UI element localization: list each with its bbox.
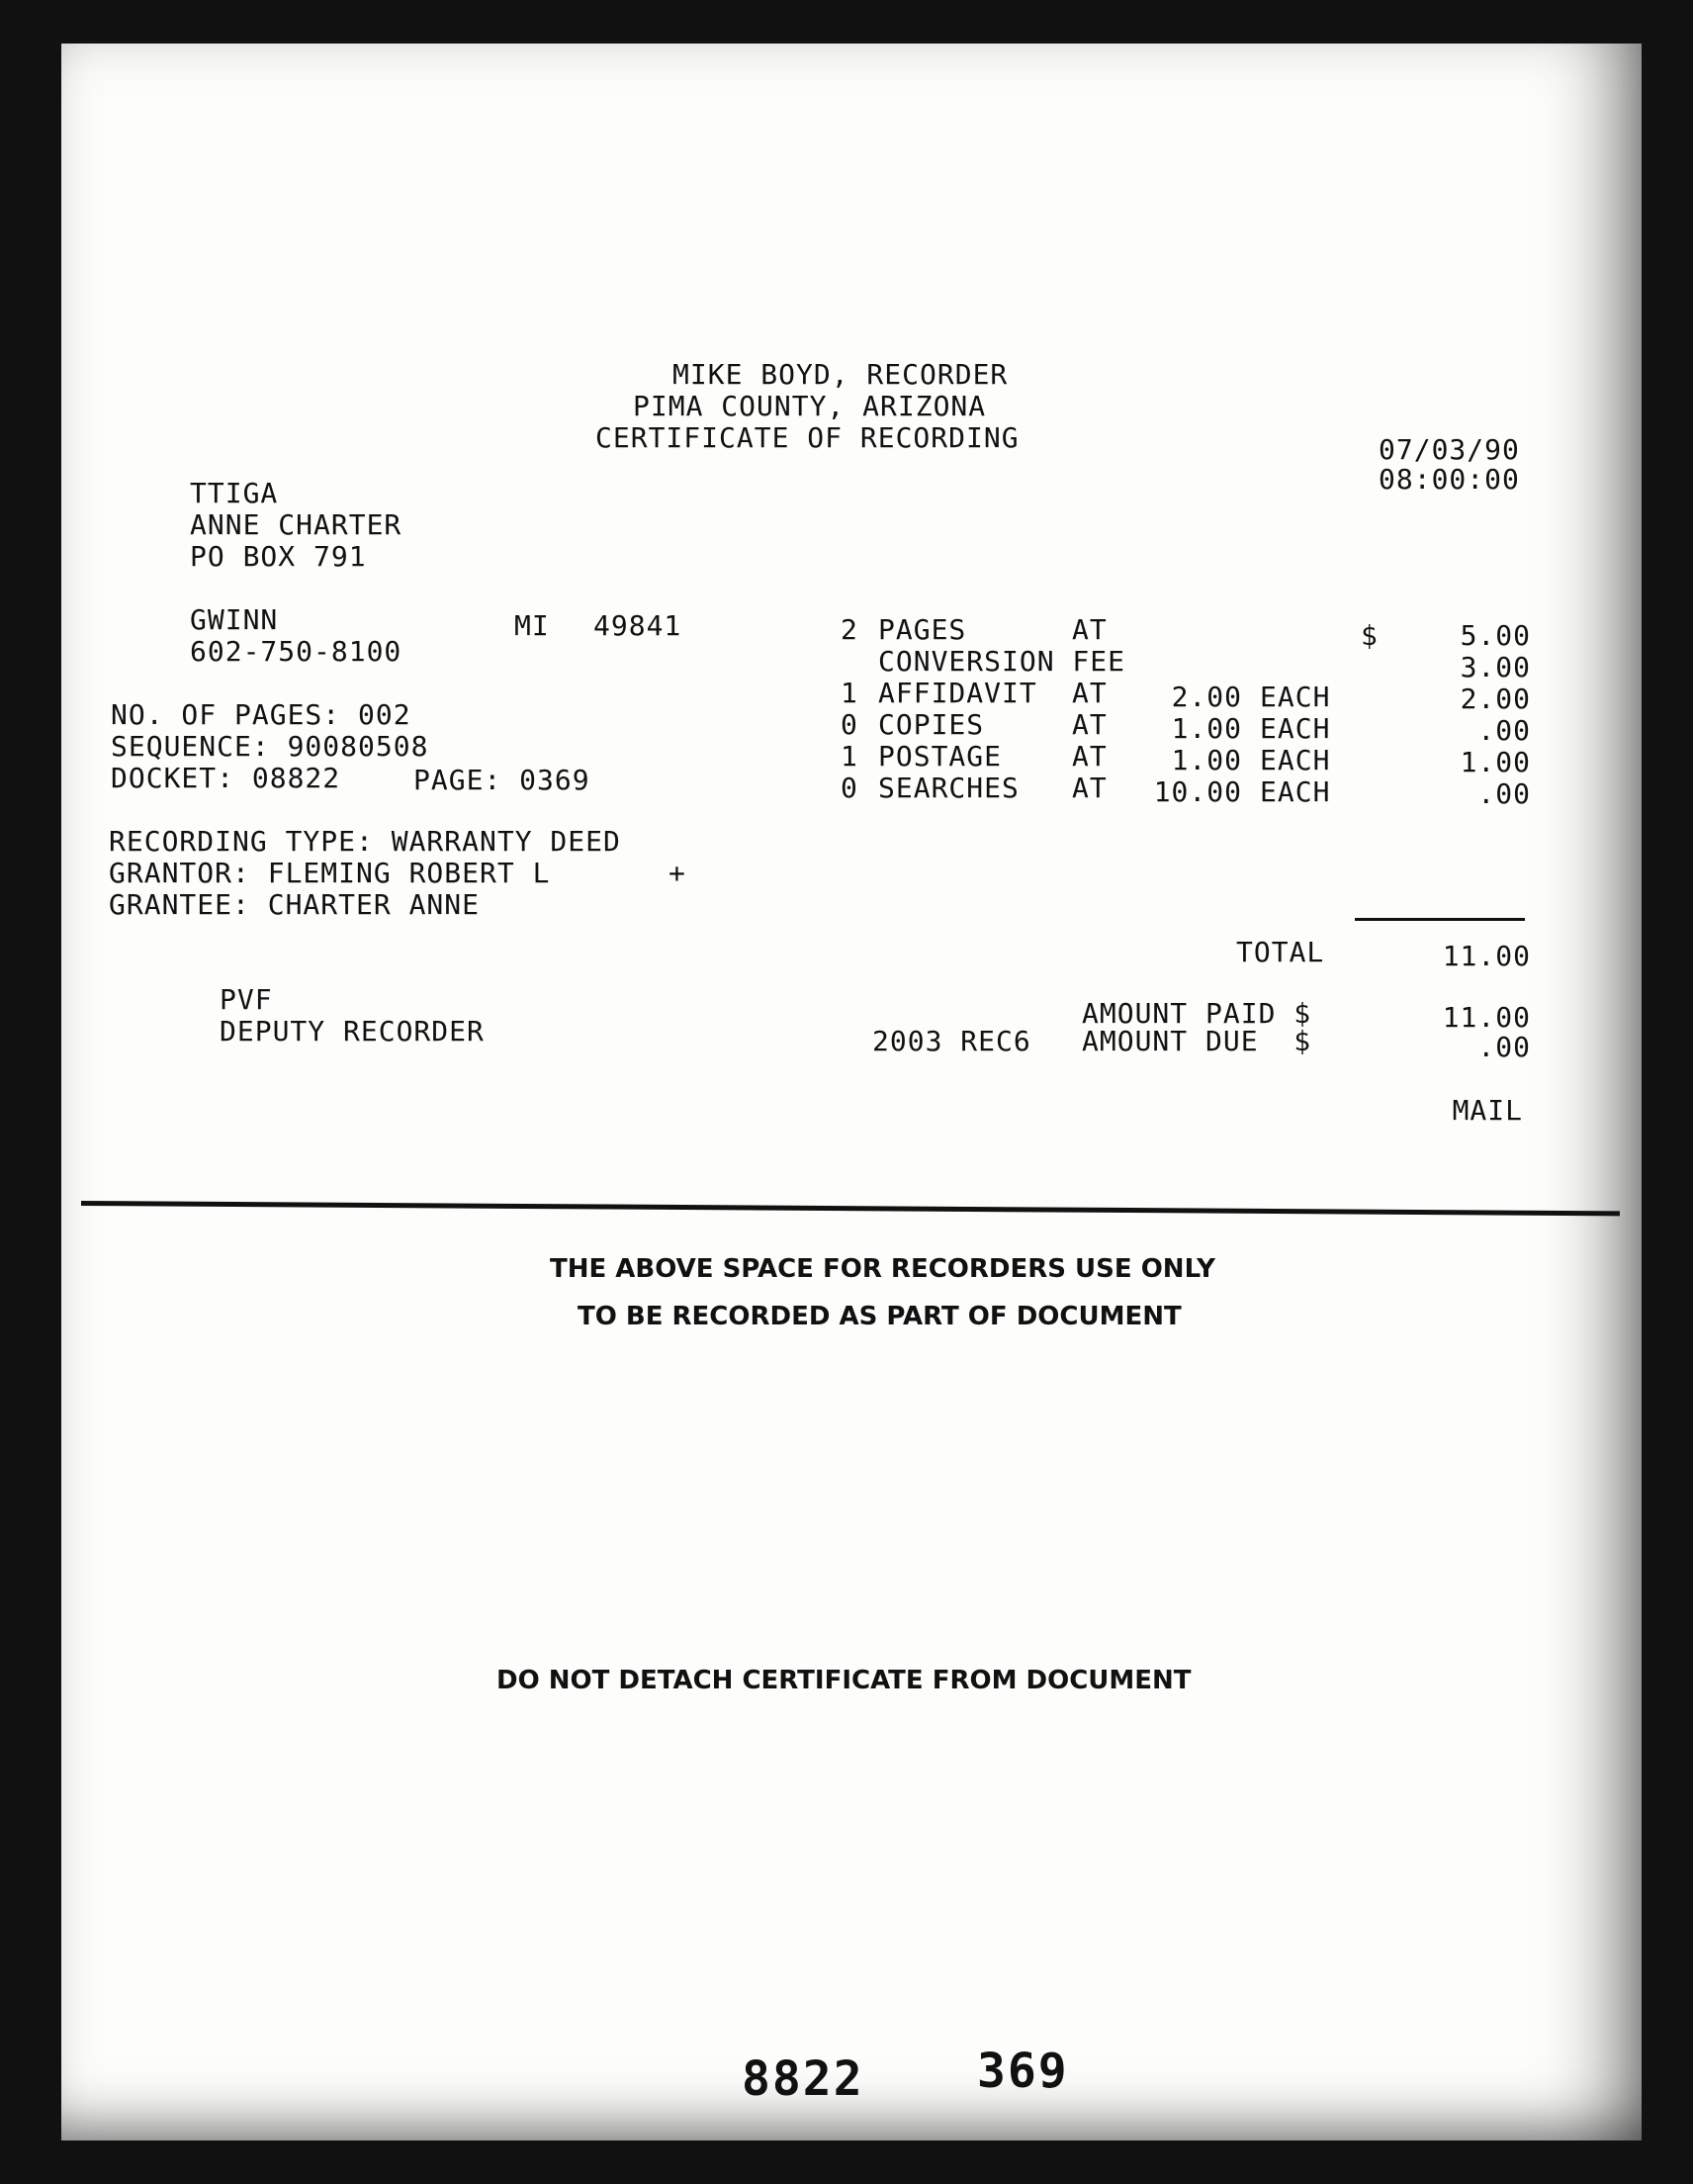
fee-each: EACH — [1260, 744, 1331, 776]
sequence-number: SEQUENCE: 90080508 — [111, 730, 429, 763]
fee-each: EACH — [1260, 775, 1331, 808]
fee-amount: 1.00 — [1460, 746, 1531, 778]
amount-paid: 11.00 — [1442, 1001, 1531, 1034]
fee-qty: 1 — [841, 740, 858, 773]
notice-recorders-use: THE ABOVE SPACE FOR RECORDERS USE ONLY — [550, 1254, 1215, 1284]
address-zip: 49841 — [593, 609, 682, 642]
fee-at: AT — [1072, 708, 1108, 741]
document-title: CERTIFICATE OF RECORDING — [595, 421, 1020, 454]
fee-qty: 2 — [841, 613, 858, 646]
fee-amount: 3.00 — [1460, 651, 1531, 683]
amount-due-label: AMOUNT DUE $ — [1082, 1025, 1312, 1057]
notice-part-of-document: TO BE RECORDED AS PART OF DOCUMENT — [578, 1302, 1182, 1331]
page-number: PAGE: 0369 — [413, 764, 590, 796]
fee-item: AFFIDAVIT — [878, 677, 1037, 709]
grantee: GRANTEE: CHARTER ANNE — [109, 888, 481, 921]
address-line-2: ANNE CHARTER — [190, 508, 402, 541]
fee-at: AT — [1072, 740, 1108, 773]
deputy-title: DEPUTY RECORDER — [220, 1015, 485, 1047]
notice-do-not-detach: DO NOT DETACH CERTIFICATE FROM DOCUMENT — [496, 1666, 1192, 1695]
fee-each: EACH — [1260, 681, 1331, 713]
recording-type: RECORDING TYPE: WARRANTY DEED — [109, 825, 621, 858]
docket-number: DOCKET: 08822 — [111, 762, 341, 794]
fee-amount: 2.00 — [1460, 682, 1531, 715]
fee-dollar-sign: $ — [1361, 619, 1379, 652]
address-line-1: TTIGA — [190, 477, 279, 509]
fee-at: AT — [1072, 613, 1108, 646]
county-name: PIMA COUNTY, ARIZONA — [633, 390, 987, 422]
fee-qty: 0 — [841, 708, 858, 741]
fee-item: CONVERSION FEE — [878, 645, 1126, 678]
fee-item: PAGES — [878, 613, 967, 646]
record-time: 08:00:00 — [1379, 463, 1520, 496]
fee-each: EACH — [1260, 712, 1331, 745]
grantor: GRANTOR: FLEMING ROBERT L — [109, 857, 551, 889]
fee-qty: 0 — [841, 772, 858, 804]
fee-item: SEARCHES — [878, 772, 1020, 804]
amount-due: .00 — [1477, 1031, 1531, 1063]
fee-rate: 1.00 — [1171, 744, 1242, 776]
fee-amount: 5.00 — [1460, 619, 1531, 652]
address-state: MI — [514, 609, 550, 642]
fee-item: COPIES — [878, 708, 985, 741]
footer-page-number: 369 — [977, 2044, 1069, 2099]
fee-item: POSTAGE — [878, 740, 1003, 773]
fee-rate: 10.00 — [1153, 775, 1242, 808]
total-underline — [1355, 918, 1525, 921]
total-amount: 11.00 — [1442, 940, 1531, 972]
deputy-initials: PVF — [220, 983, 273, 1016]
address-line-3: PO BOX 791 — [190, 540, 367, 573]
delivery-method: MAIL — [1452, 1094, 1523, 1127]
fee-rate: 2.00 — [1171, 681, 1242, 713]
address-city: GWINN — [190, 603, 279, 636]
fee-amount: .00 — [1477, 777, 1531, 810]
fee-amount: .00 — [1477, 714, 1531, 747]
amount-paid-label: AMOUNT PAID $ — [1082, 997, 1312, 1030]
footer-docket-number: 8822 — [742, 2051, 864, 2107]
fee-qty: 1 — [841, 677, 858, 709]
total-label: TOTAL — [1236, 936, 1325, 968]
receipt-number: 2003 REC6 — [872, 1025, 1031, 1057]
fee-at: AT — [1072, 772, 1108, 804]
address-phone: 602-750-8100 — [190, 635, 402, 668]
fee-rate: 1.00 — [1171, 712, 1242, 745]
recorder-name: MIKE BOYD, RECORDER — [672, 358, 1009, 391]
fee-at: AT — [1072, 677, 1108, 709]
pages-count: NO. OF PAGES: 002 — [111, 698, 411, 731]
grantor-mark: + — [668, 857, 686, 889]
record-date: 07/03/90 — [1379, 433, 1520, 466]
